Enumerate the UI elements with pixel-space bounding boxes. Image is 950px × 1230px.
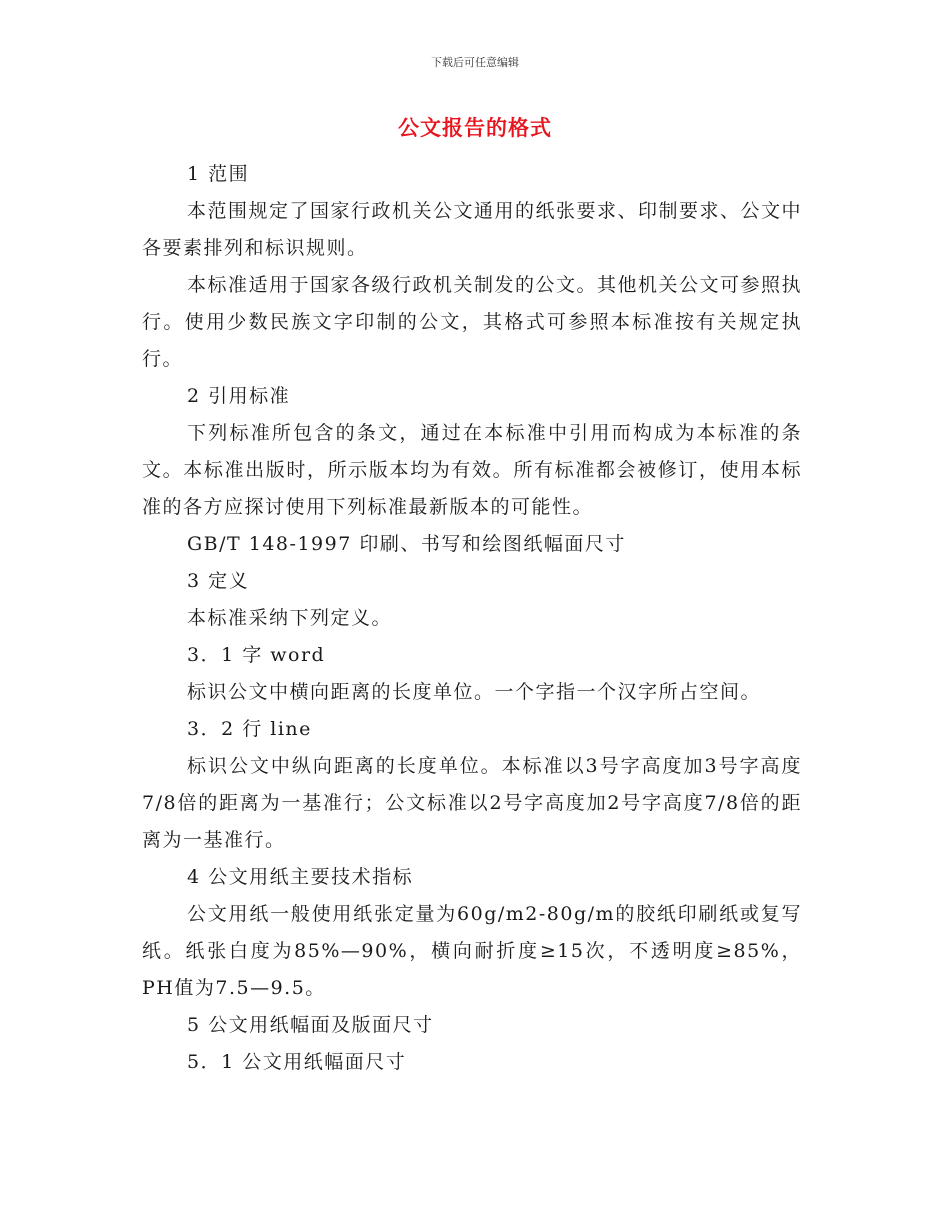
header-note: 下载后可任意编辑 [431,56,519,69]
subsection-heading-word: 3．1 字 word [187,644,326,666]
section-heading-references: 2 引用标准 [187,385,291,407]
paragraph: 本标准适用于国家各级行政机关制发的公文。其他机关公文可参照执行。使用少数民族文字印制的公文，其格式可参照本标准按有关规定执行。 [142,274,803,370]
subsection-heading-paper-dimensions: 5．1 公文用纸幅面尺寸 [187,1051,407,1073]
paragraph: 公文用纸一般使用纸张定量为60g/m2-80g/m的胶纸印刷纸或复写纸。纸张白度为85%—90%，横向耐折度≥15次，不透明度≥85%，PH值为7.5—9.5。 [142,903,802,999]
document-title: 公文报告的格式 [398,116,552,140]
reference-item: GB/T 148-1997 印刷、书写和绘图纸幅面尺寸 [187,533,626,555]
document-body [142,156,802,1081]
section-heading-scope: 1 范围 [187,163,250,185]
section-heading-paper-size: 5 公文用纸幅面及版面尺寸 [187,1014,434,1036]
subsection-heading-line: 3．2 行 line [187,718,312,740]
paragraph: 下列标准所包含的条文，通过在本标准中引用而构成为本标准的条文。本标准出版时，所示版本均为有效。所有标准都会被修订，使用本标准的各方应探讨使用下列标准最新版本的可能性。 [142,422,802,518]
paragraph: 本范围规定了国家行政机关公文通用的纸张要求、印制要求、公文中各要素排列和标识规则。 [142,200,803,259]
paragraph: 本标准采纳下列定义。 [187,607,393,629]
section-heading-definitions: 3 定义 [187,570,250,592]
paragraph: 标识公文中纵向距离的长度单位。本标准以3号字高度加3号字高度7/8倍的距离为一基准行；公文标准以2号字高度加2号字高度7/8倍的距离为一基准行。 [142,755,802,851]
section-heading-paper-specs: 4 公文用纸主要技术指标 [187,866,414,888]
paragraph: 标识公文中横向距离的长度单位。一个字指一个汉字所占空间。 [187,681,762,703]
